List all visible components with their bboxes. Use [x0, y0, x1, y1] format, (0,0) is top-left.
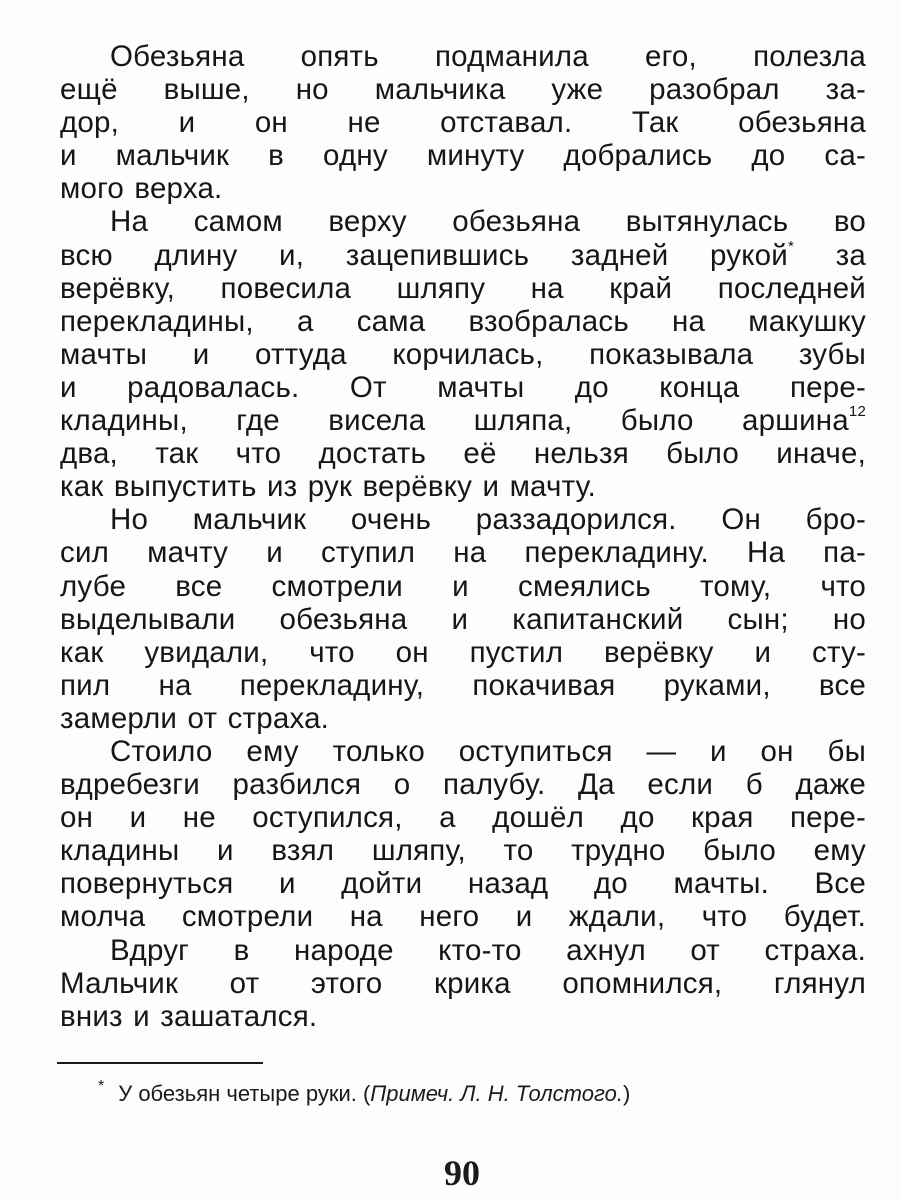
text-line: вдребезги разбился о палубу. Да если б даже	[60, 768, 866, 802]
text-line: Но мальчик очень раззадорился. Он бро-	[110, 503, 866, 537]
text-line: На самом верху обезьяна вытянулась во	[110, 205, 866, 239]
text-line: как выпустить из рук верёвку и мачту.	[60, 470, 597, 504]
paragraph-1	[60, 40, 866, 205]
text-line: и мальчик в одну минуту добрались до са-	[60, 139, 866, 173]
glossary-reference: 12	[848, 403, 866, 421]
text-line: мачты и оттуда корчилась, показывала зубы	[60, 337, 866, 371]
footnote-marker: *	[98, 1078, 105, 1095]
footnote	[98, 1078, 630, 1107]
paragraph-4	[60, 735, 866, 934]
text-line: дор, и он не отставал. Так обезьяна	[60, 106, 866, 140]
paragraph-5	[60, 934, 866, 1033]
text-fragment: всю длину и, зацепившись задней рукой	[60, 238, 788, 272]
text-line: как увидали, что он пустил верёвку и сту-	[60, 635, 866, 669]
footnote-text: У обезьян четыре руки. (	[118, 1081, 371, 1106]
text-line: мого верха.	[60, 172, 223, 206]
footnote-marker: *	[787, 237, 795, 255]
text-line: молча смотрели на него и ждали, что будет.	[60, 900, 866, 934]
page-body	[60, 40, 866, 1033]
text-line: он и не оступился, а дошёл до края пере-	[60, 801, 866, 835]
text-line: ещё выше, но мальчика уже разобрал за-	[60, 73, 866, 107]
text-line: верёвку, повесила шляпу на край последней	[60, 271, 866, 305]
text-line: Стоило ему только оступиться — и он бы	[110, 734, 866, 768]
text-line: сил мачту и ступил на перекладину. На па-	[60, 536, 866, 570]
paragraph-2	[60, 205, 866, 503]
page-number: 90	[444, 1153, 480, 1193]
text-line	[60, 404, 866, 437]
text-fragment: кладины, где висела шляпа, было аршина	[60, 404, 849, 438]
footnote-closing: )	[622, 1081, 631, 1106]
text-line: и радовалась. От мачты до конца пере-	[60, 370, 866, 404]
text-line: повернуться и дойти назад до мачты. Все	[60, 867, 866, 901]
text-line: Вдруг в народе кто-то ахнул от страха.	[110, 933, 866, 967]
text-line: вниз и зашатался.	[60, 999, 318, 1033]
footnote-divider	[57, 1062, 263, 1064]
text-fragment: за	[835, 238, 866, 272]
text-line: Мальчик от этого крика опомнился, глянул	[60, 966, 866, 1000]
text-line: Обезьяна опять подманила его, полезла	[110, 40, 866, 73]
text-line: пил на перекладину, покачивая руками, все	[60, 668, 866, 702]
paragraph-3	[60, 503, 866, 735]
text-line: замерли от страха.	[60, 701, 330, 735]
footnote-attribution: Примеч. Л. Н. Толстого.	[370, 1081, 623, 1106]
text-line: выделывали обезьяна и капитанский сын; но	[60, 602, 866, 636]
text-line: кладины и взял шляпу, то трудно было ему	[60, 834, 866, 868]
text-line: лубе все смотрели и смеялись тому, что	[60, 569, 866, 603]
text-line: перекладины, а сама взобралась на макушку	[60, 304, 866, 338]
text-line	[60, 239, 866, 272]
text-line: два, так что достать её нельзя было иначе,	[60, 437, 866, 471]
